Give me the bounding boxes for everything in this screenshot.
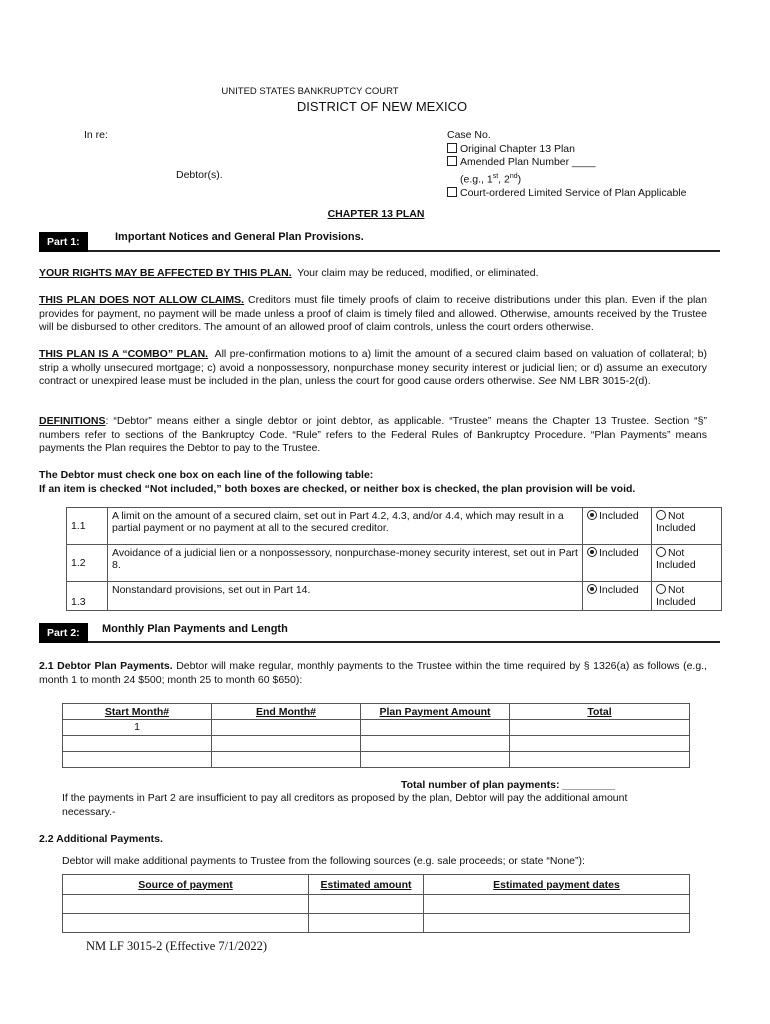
- col-source: Source of payment: [63, 875, 309, 895]
- provision-text: A limit on the amount of a secured claim, set out in Part 4.2, 4.3, and/or 4.4, which may result in a partial payment or no payment at all to the secured creditor.: [108, 508, 583, 545]
- provision-number: 1.3: [67, 582, 108, 611]
- col-estimated-amount: Estimated amount: [309, 875, 424, 895]
- section-2-1-heading: 2.1 Debtor Plan Payments.: [39, 660, 173, 672]
- payment-cell[interactable]: [361, 736, 510, 752]
- district-name: DISTRICT OF NEW MEXICO: [296, 99, 468, 114]
- eg-sup2: nd: [509, 172, 518, 180]
- col-end-month: End Month#: [212, 704, 361, 720]
- additional-cell[interactable]: [309, 895, 424, 914]
- in-re-label: In re:: [84, 129, 108, 141]
- additional-cell[interactable]: [309, 914, 424, 933]
- eg-mid: , 2: [498, 173, 510, 185]
- option-limited-service[interactable]: [447, 187, 686, 201]
- check-instruction-2: If an item is checked “Not included,” both boxes are checked, or neither box is checked, the plan provision will be void.: [39, 483, 636, 495]
- payment-cell[interactable]: [361, 752, 510, 768]
- provision-row: [67, 508, 722, 545]
- radio-icon[interactable]: [656, 547, 666, 557]
- payment-row: [63, 720, 690, 736]
- checkbox-icon[interactable]: [447, 143, 457, 153]
- part2-title: Monthly Plan Payments and Length: [102, 623, 288, 635]
- combo-text: All pre-confirmation motions to a) limit the amount of a secured claim based on valuation of collateral; b) strip a wholly unsecured mortgage; c) avoid a nonpossessory, nonpurchase money security interest or judicial lien; or d) assume an executory contract or unexpired lease must be included in the plan, unless the court for good cause orders otherwise.: [39, 348, 707, 387]
- part2-label: Part 2:: [39, 623, 88, 643]
- provision-row: [67, 545, 722, 582]
- payment-cell[interactable]: [212, 752, 361, 768]
- definitions-paragraph: [39, 415, 707, 456]
- payment-cell[interactable]: [510, 720, 690, 736]
- checkbox-icon[interactable]: [447, 156, 457, 166]
- court-name: UNITED STATES BANKRUPTCY COURT: [221, 86, 399, 97]
- definitions-heading: DEFINITIONS: [39, 415, 106, 427]
- provisions-table: [66, 507, 722, 611]
- not-included-option[interactable]: [652, 582, 722, 611]
- claims-paragraph: [39, 294, 707, 335]
- section-2-1-text: Debtor will make regular, monthly payments to the Trustee within the time required by § 1326(a) as follows (e.g., month 1 to month 24 $500; month 25 to month 60 $650):: [39, 660, 708, 686]
- document-title: CHAPTER 13 PLAN: [327, 208, 425, 220]
- part1-label: Part 1:: [39, 232, 88, 252]
- not-included-label: Not Included: [656, 547, 696, 571]
- included-option[interactable]: [583, 582, 652, 611]
- combo-paragraph: [39, 348, 707, 389]
- payment-row: [63, 752, 690, 768]
- option-limited-label: Court-ordered Limited Service of Plan Applicable: [460, 186, 687, 199]
- check-instructions: [39, 468, 635, 496]
- included-label: Included: [599, 584, 639, 596]
- additional-cell[interactable]: [63, 895, 309, 914]
- included-option[interactable]: [583, 545, 652, 582]
- additional-payments-table: [62, 874, 690, 933]
- rights-heading: YOUR RIGHTS MAY BE AFFECTED BY THIS PLAN.: [39, 267, 292, 279]
- provision-number: 1.2: [67, 545, 108, 582]
- payment-cell[interactable]: [63, 736, 212, 752]
- not-included-label: Not Included: [656, 510, 696, 534]
- combo-ref: NM LBR 3015-2(d).: [559, 375, 651, 387]
- provision-number: 1.1: [67, 508, 108, 545]
- provision-text: Nonstandard provisions, set out in Part 14.: [108, 582, 583, 611]
- total-plan-payments: Total number of plan payments: _________: [401, 779, 615, 791]
- payment-cell[interactable]: [212, 736, 361, 752]
- col-start-month: Start Month#: [63, 704, 212, 720]
- amended-example: [447, 170, 686, 187]
- payment-header-row: [63, 704, 690, 720]
- checkbox-icon[interactable]: [447, 187, 457, 197]
- not-included-option[interactable]: [652, 508, 722, 545]
- case-number-label: Case No.: [447, 129, 491, 141]
- part1-title: Important Notices and General Plan Provisions.: [115, 231, 364, 243]
- radio-selected-icon[interactable]: [587, 510, 597, 520]
- section-2-2-text: Debtor will make additional payments to Trustee from the following sources (e.g. sale proceeds; or state “None”):: [62, 855, 585, 867]
- additional-cell[interactable]: [424, 914, 690, 933]
- debtor-label: Debtor(s).: [176, 169, 223, 181]
- payment-cell[interactable]: [510, 752, 690, 768]
- additional-row: [63, 895, 690, 914]
- additional-row: [63, 914, 690, 933]
- combo-heading: THIS PLAN IS A “COMBO” PLAN.: [39, 348, 209, 360]
- check-instruction-1: The Debtor must check one box on each line of the following table:: [39, 469, 374, 481]
- form-footer: NM LF 3015-2 (Effective 7/1/2022): [86, 939, 267, 953]
- not-included-option[interactable]: [652, 545, 722, 582]
- option-amended-label: Amended Plan Number ____: [460, 156, 596, 168]
- radio-selected-icon[interactable]: [587, 584, 597, 594]
- payment-cell[interactable]: 1: [63, 720, 212, 736]
- insufficient-note: If the payments in Part 2 are insufficient to pay all creditors as proposed by the plan, Debtor will pay the additional amount necessary.-: [62, 792, 628, 818]
- col-plan-payment: Plan Payment Amount: [361, 704, 510, 720]
- case-info: [447, 129, 686, 200]
- additional-cell[interactable]: [424, 895, 690, 914]
- included-label: Included: [599, 547, 639, 559]
- section-2-1: [39, 660, 707, 687]
- additional-header-row: [63, 875, 690, 895]
- eg-prefix: (e.g., 1: [460, 173, 493, 185]
- payment-cell[interactable]: [63, 752, 212, 768]
- combo-see: See: [538, 375, 557, 387]
- payment-cell[interactable]: [361, 720, 510, 736]
- included-option[interactable]: [583, 508, 652, 545]
- payment-table: [62, 703, 690, 768]
- eg-suffix: ): [517, 173, 522, 185]
- payment-row: [63, 736, 690, 752]
- provision-row: [67, 582, 722, 611]
- not-included-label: Not Included: [656, 584, 696, 608]
- provision-text: Avoidance of a judicial lien or a nonpossessory, nonpurchase-money security interest, set out in Part 8.: [108, 545, 583, 582]
- claims-heading: THIS PLAN DOES NOT ALLOW CLAIMS.: [39, 294, 245, 306]
- radio-icon[interactable]: [656, 510, 666, 520]
- option-original-label: Original Chapter 13 Plan: [460, 142, 575, 155]
- payment-cell[interactable]: [212, 720, 361, 736]
- col-estimated-dates: Estimated payment dates: [424, 875, 690, 895]
- section-2-2-heading: 2.2 Additional Payments.: [39, 833, 163, 845]
- radio-icon[interactable]: [656, 584, 666, 594]
- col-total: Total: [510, 704, 690, 720]
- rights-text: Your claim may be reduced, modified, or eliminated.: [297, 267, 539, 279]
- option-original[interactable]: [447, 143, 686, 157]
- option-amended[interactable]: [447, 156, 686, 170]
- included-label: Included: [599, 510, 639, 522]
- claims-text: Creditors must file timely proofs of claim to receive distributions under this plan. Even if the plan provides for payment, no payment will be made unless a proof of claim is timely filed and allowed. Otherwise, amounts received by the Trustee will be disbursed to other creditors. The amount of an allowed proof of claim controls, unless the court orders otherwise.: [39, 294, 707, 333]
- rights-paragraph: [39, 267, 707, 281]
- payment-cell[interactable]: [510, 736, 690, 752]
- radio-selected-icon[interactable]: [587, 547, 597, 557]
- eg-sup1: st: [492, 172, 499, 180]
- additional-cell[interactable]: [63, 914, 309, 933]
- definitions-text: : “Debtor” means either a single debtor or joint debtor, as applicable. “Trustee” means the Chapter 13 Trustee. Section “§” numbers refer to sections of the Bankruptcy Code. “Rule” refers to the Federal Rules of Bankruptcy Procedure. “Plan Payments” means payments the Plan requires the Debtor to pay to the Trustee.: [39, 415, 707, 454]
